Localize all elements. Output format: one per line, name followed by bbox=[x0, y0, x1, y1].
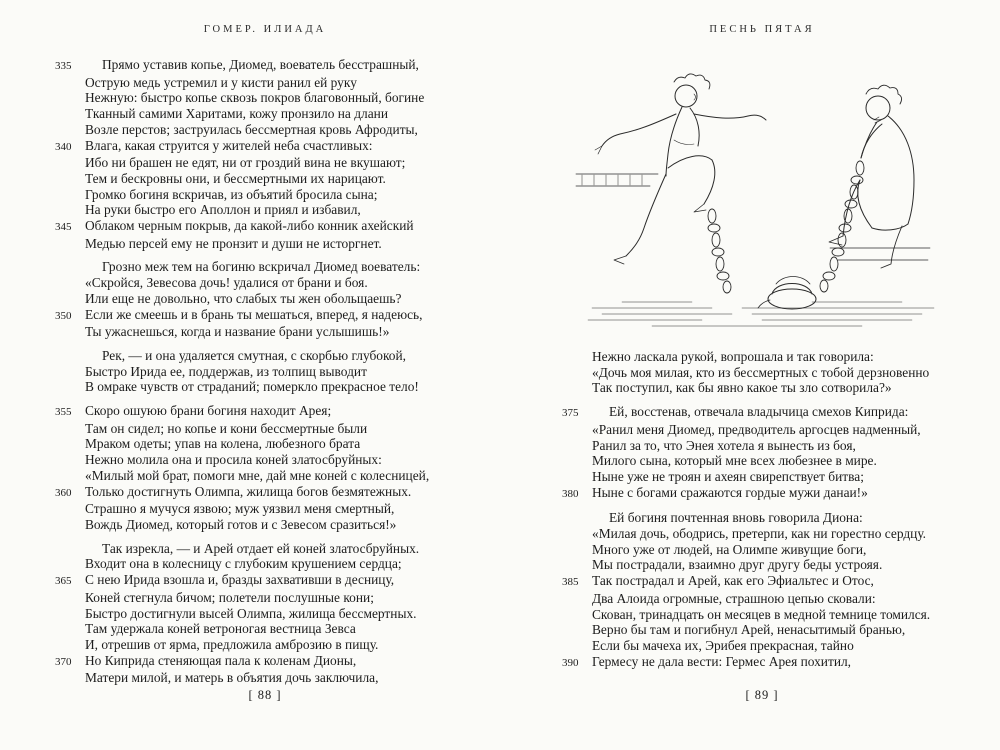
verse-line bbox=[562, 654, 987, 672]
verse-line bbox=[562, 573, 987, 591]
verse-text: «Милый мой брат, помоги мне, дай мне коней с колесницей, bbox=[85, 467, 430, 483]
verse-line bbox=[55, 541, 490, 557]
verse-text: С нею Ирида взошла и, бразды захвативши в десницу, bbox=[85, 572, 395, 588]
verse-line bbox=[562, 607, 987, 623]
line-number bbox=[55, 187, 85, 203]
line-number bbox=[562, 526, 592, 542]
line-number: 345 bbox=[55, 221, 72, 234]
verse-line bbox=[55, 307, 490, 325]
line-number bbox=[55, 90, 85, 106]
verse-text: Прямо уставив копье, Диомед, воеватель бесстрашный, bbox=[102, 57, 419, 72]
stanza bbox=[562, 510, 987, 671]
verse-line bbox=[55, 90, 490, 106]
verse-line bbox=[55, 590, 490, 606]
line-number bbox=[562, 607, 592, 623]
verse-line bbox=[55, 556, 490, 572]
stanza bbox=[55, 541, 490, 686]
line-number bbox=[55, 556, 85, 572]
verse-text: Медью персей ему не пронзит и души не исторгнет. bbox=[85, 235, 382, 251]
page-right bbox=[500, 0, 1000, 750]
page-number-right: [ 89 ] bbox=[745, 688, 779, 702]
verse-text: Быстро Ирида ее, поддержав, из толпищ выводит bbox=[85, 363, 367, 379]
stanza bbox=[55, 259, 490, 340]
verse-line bbox=[55, 57, 490, 75]
verse-text: Рек, — и она удаляется смутная, с скорбью глубокой, bbox=[102, 347, 407, 363]
verse-text: Быстро достигнули высей Олимпа, жилища бессмертных. bbox=[85, 605, 417, 621]
verse-line bbox=[562, 404, 987, 422]
verse-text: Влага, какая струится у жителей неба счастливых: bbox=[85, 137, 373, 153]
line-number bbox=[55, 122, 85, 138]
verse-line bbox=[562, 526, 987, 542]
verse-line bbox=[55, 155, 490, 171]
line-number bbox=[55, 590, 85, 606]
line-number bbox=[55, 106, 85, 122]
line-number bbox=[562, 638, 592, 654]
stanza bbox=[55, 348, 490, 395]
verse-line bbox=[55, 517, 490, 533]
verse-line bbox=[55, 106, 490, 122]
running-head-left: ГОМЕР. ИЛИАДА bbox=[203, 24, 327, 35]
verse-text: Если бы мачеха их, Эрибея прекрасная, тайно bbox=[592, 637, 854, 653]
engraving-svg bbox=[562, 56, 962, 334]
verse-text: Страшно я мучуся язвою; муж уязвил меня смертный, bbox=[85, 501, 395, 517]
line-number bbox=[55, 202, 85, 218]
verse-line bbox=[562, 438, 987, 454]
verse-line bbox=[562, 510, 987, 526]
line-number: 365 bbox=[55, 575, 72, 588]
verse-text: Гермесу не дала вести: Гермес Арея похитил, bbox=[592, 653, 852, 669]
line-number: 360 bbox=[55, 486, 72, 499]
verse-text: Тем и бескровны они, и бессмертными их нарицают. bbox=[85, 170, 386, 186]
verse-line bbox=[562, 638, 987, 654]
verse-line bbox=[55, 436, 490, 452]
line-number bbox=[55, 155, 85, 171]
line-number bbox=[55, 452, 85, 468]
line-number bbox=[55, 421, 85, 437]
line-number bbox=[562, 349, 592, 365]
line-number: 375 bbox=[562, 407, 579, 420]
verse-text: Или еще не довольно, что слабых ты жен обольщаешь? bbox=[85, 290, 402, 306]
stanza bbox=[562, 404, 987, 502]
verse-text: Мраком одеты; упав на колена, любезного брата bbox=[85, 436, 361, 452]
verse-text: «Дочь моя милая, кто из бессмертных с тобой дерзновенно bbox=[592, 364, 930, 380]
verse-line bbox=[562, 422, 987, 438]
verse-text: Нежно ласкала рукой, вопрошала и так говорила: bbox=[592, 349, 874, 364]
verse-text: Скован, тринадцать он месяцев в медной темнице томился. bbox=[592, 606, 931, 622]
page-number-left: [ 88 ] bbox=[248, 688, 282, 702]
line-number bbox=[55, 75, 85, 91]
verse-line bbox=[55, 653, 490, 671]
verse-text: Коней стегнула бичом; полетели послушные кони; bbox=[85, 589, 374, 605]
verse-line bbox=[55, 379, 490, 395]
line-number bbox=[55, 501, 85, 517]
line-number bbox=[55, 637, 85, 653]
verse-text: Там он сидел; но копье и кони бессмертные были bbox=[85, 420, 368, 436]
verse-line bbox=[55, 324, 490, 340]
verse-text: Верно бы там и погибнул Арей, ненасытимый бранью, bbox=[592, 622, 906, 638]
line-number bbox=[562, 469, 592, 485]
verse-line bbox=[55, 259, 490, 275]
verse-text: Острую медь устремил и у кисти ранил ей руку bbox=[85, 74, 357, 90]
line-number: 370 bbox=[55, 655, 72, 668]
line-number bbox=[55, 364, 85, 380]
verse-line bbox=[55, 484, 490, 502]
line-number bbox=[55, 541, 85, 557]
line-number bbox=[55, 670, 85, 686]
line-number bbox=[55, 324, 85, 340]
stanza bbox=[562, 349, 987, 396]
verse-line bbox=[55, 468, 490, 484]
verse-text: Мы пострадали, взаимно друг другу беды устрояя. bbox=[592, 557, 883, 573]
line-number bbox=[55, 259, 85, 275]
verse-line bbox=[55, 348, 490, 364]
line-number bbox=[55, 606, 85, 622]
verse-text: Ранил за то, что Энея хотела я вынесть из боя, bbox=[592, 437, 856, 453]
verse-line bbox=[562, 622, 987, 638]
line-number bbox=[562, 380, 592, 396]
verse-line bbox=[562, 557, 987, 573]
verse-text: Много уже от людей, на Олимпе живущие боги, bbox=[592, 541, 867, 557]
poem-column-right bbox=[562, 349, 987, 671]
verse-text: Скоро ошуюю брани богиня находит Арея; bbox=[85, 403, 332, 419]
verse-text: «Ранил меня Диомед, предводитель аргосцев надменный, bbox=[592, 421, 921, 437]
verse-line bbox=[55, 202, 490, 218]
verse-text: Ныне с богами сражаются гордые мужи данаи!» bbox=[592, 484, 868, 500]
verse-line bbox=[55, 637, 490, 653]
line-number: 390 bbox=[562, 656, 579, 669]
line-number bbox=[562, 591, 592, 607]
verse-text: И, отрешив от ярма, предложила амброзию в пищу. bbox=[85, 636, 379, 652]
verse-text: Нежную: быстро копье сквозь покров благовонный, богине bbox=[85, 90, 425, 106]
line-number bbox=[562, 510, 592, 526]
verse-text: Ибо ни брашен не едят, ни от гроздий вина не вкушают; bbox=[85, 155, 406, 171]
stanza bbox=[55, 403, 490, 533]
verse-line bbox=[55, 171, 490, 187]
verse-text: Там удержала коней ветроногая вестница Зевса bbox=[85, 621, 356, 637]
verse-text: Вождь Диомед, который готов и с Зевесом сразиться!» bbox=[85, 516, 397, 532]
verse-text: Грозно меж тем на богиню вскричал Диомед воеватель: bbox=[102, 259, 421, 275]
verse-line bbox=[55, 403, 490, 421]
verse-text: Ей богиня почтенная вновь говорила Диона: bbox=[609, 510, 863, 526]
verse-text: Возле перстов; заструилась бессмертная кровь Афродиты, bbox=[85, 121, 418, 137]
line-number bbox=[55, 275, 85, 291]
verse-line bbox=[55, 670, 490, 686]
line-number: 350 bbox=[55, 309, 72, 322]
verse-line bbox=[562, 453, 987, 469]
verse-line bbox=[562, 485, 987, 503]
line-number bbox=[55, 621, 85, 637]
line-number bbox=[562, 365, 592, 381]
verse-line bbox=[55, 421, 490, 437]
verse-line bbox=[55, 138, 490, 156]
verse-text: Матери милой, и матерь в объятия дочь заключила, bbox=[85, 670, 379, 686]
verse-line bbox=[562, 380, 987, 396]
verse-line bbox=[562, 469, 987, 485]
verse-line bbox=[55, 187, 490, 203]
line-number bbox=[562, 422, 592, 438]
verse-text: «Скройся, Зевесова дочь! удалися от брани и боя. bbox=[85, 275, 368, 291]
line-number bbox=[562, 542, 592, 558]
line-number bbox=[55, 436, 85, 452]
verse-text: В омраке чувств от страданий; померкло прекрасное тело! bbox=[85, 379, 419, 395]
verse-line bbox=[55, 621, 490, 637]
line-number bbox=[55, 468, 85, 484]
verse-line bbox=[562, 365, 987, 381]
verse-line bbox=[55, 364, 490, 380]
verse-text: Нежно молила она и просила коней златосбруйных: bbox=[85, 452, 382, 468]
verse-text: Так поступил, как бы явно какое ты зло сотворила?» bbox=[592, 380, 892, 396]
verse-text: На руки быстро его Аполлон и приял и избавил, bbox=[85, 202, 361, 218]
verse-line bbox=[55, 606, 490, 622]
line-number: 340 bbox=[55, 140, 72, 153]
verse-line bbox=[55, 218, 490, 236]
verse-text: Ныне уже не троян и ахеян свирепствует битва; bbox=[592, 468, 864, 484]
verse-text: Ты ужаснешься, когда и название брани услышишь!» bbox=[85, 324, 390, 340]
verse-line bbox=[55, 452, 490, 468]
verse-text: Так изрекла, — и Арей отдает ей коней златосбруйных. bbox=[102, 540, 420, 556]
verse-line bbox=[55, 75, 490, 91]
verse-line bbox=[55, 572, 490, 590]
verse-text: Так пострадал и Арей, как его Эфиальтес и Отос, bbox=[592, 573, 874, 589]
line-number bbox=[55, 517, 85, 533]
verse-text: Тканный самими Харитами, кожу пронзило на длани bbox=[85, 106, 388, 122]
line-number: 335 bbox=[55, 60, 72, 72]
line-number bbox=[55, 379, 85, 395]
verse-line bbox=[55, 291, 490, 307]
verse-line bbox=[55, 275, 490, 291]
verse-text: Только достигнуть Олимпа, жилища богов безмятежных. bbox=[85, 483, 412, 499]
verse-line bbox=[55, 236, 490, 252]
line-number bbox=[55, 236, 85, 252]
verse-text: Милого сына, который мне всех любезнее в мире. bbox=[592, 453, 877, 469]
line-number bbox=[562, 453, 592, 469]
verse-text: Если же смеешь и в брань ты мешаться, вперед, я надеюсь, bbox=[85, 306, 423, 322]
line-number bbox=[562, 438, 592, 454]
verse-text: Входит она в колесницу с глубоким крушением сердца; bbox=[85, 556, 402, 572]
line-number: 385 bbox=[562, 576, 579, 589]
line-number bbox=[55, 291, 85, 307]
line-number bbox=[562, 557, 592, 573]
verse-line bbox=[55, 122, 490, 138]
poem-column-left bbox=[55, 57, 490, 686]
stanza bbox=[55, 57, 490, 251]
line-number bbox=[55, 348, 85, 364]
verse-text: Два Алоида огромные, страшною цепью сковали: bbox=[592, 590, 876, 606]
verse-text: Но Киприда стеняющая пала к коленам Дионы, bbox=[85, 652, 357, 668]
ares-chained-illustration bbox=[562, 56, 962, 334]
verse-text: Облаком черным покрыв, да какой-либо конник ахейский bbox=[85, 218, 414, 234]
line-number bbox=[55, 171, 85, 187]
verse-line bbox=[55, 501, 490, 517]
line-number bbox=[562, 622, 592, 638]
verse-line bbox=[562, 349, 987, 365]
verse-line bbox=[562, 591, 987, 607]
verse-text: Громко богиня вскричав, из объятий бросила сына; bbox=[85, 186, 378, 202]
verse-line bbox=[562, 542, 987, 558]
verse-text: Ей, восстенав, отвечала владычица смехов Киприда: bbox=[609, 404, 909, 420]
running-head-right: ПЕСНЬ ПЯТАЯ bbox=[709, 24, 815, 35]
line-number: 380 bbox=[562, 487, 579, 500]
line-number: 355 bbox=[55, 406, 72, 419]
verse-text: «Милая дочь, ободрись, претерпи, как ни горестно сердцу. bbox=[592, 526, 927, 542]
